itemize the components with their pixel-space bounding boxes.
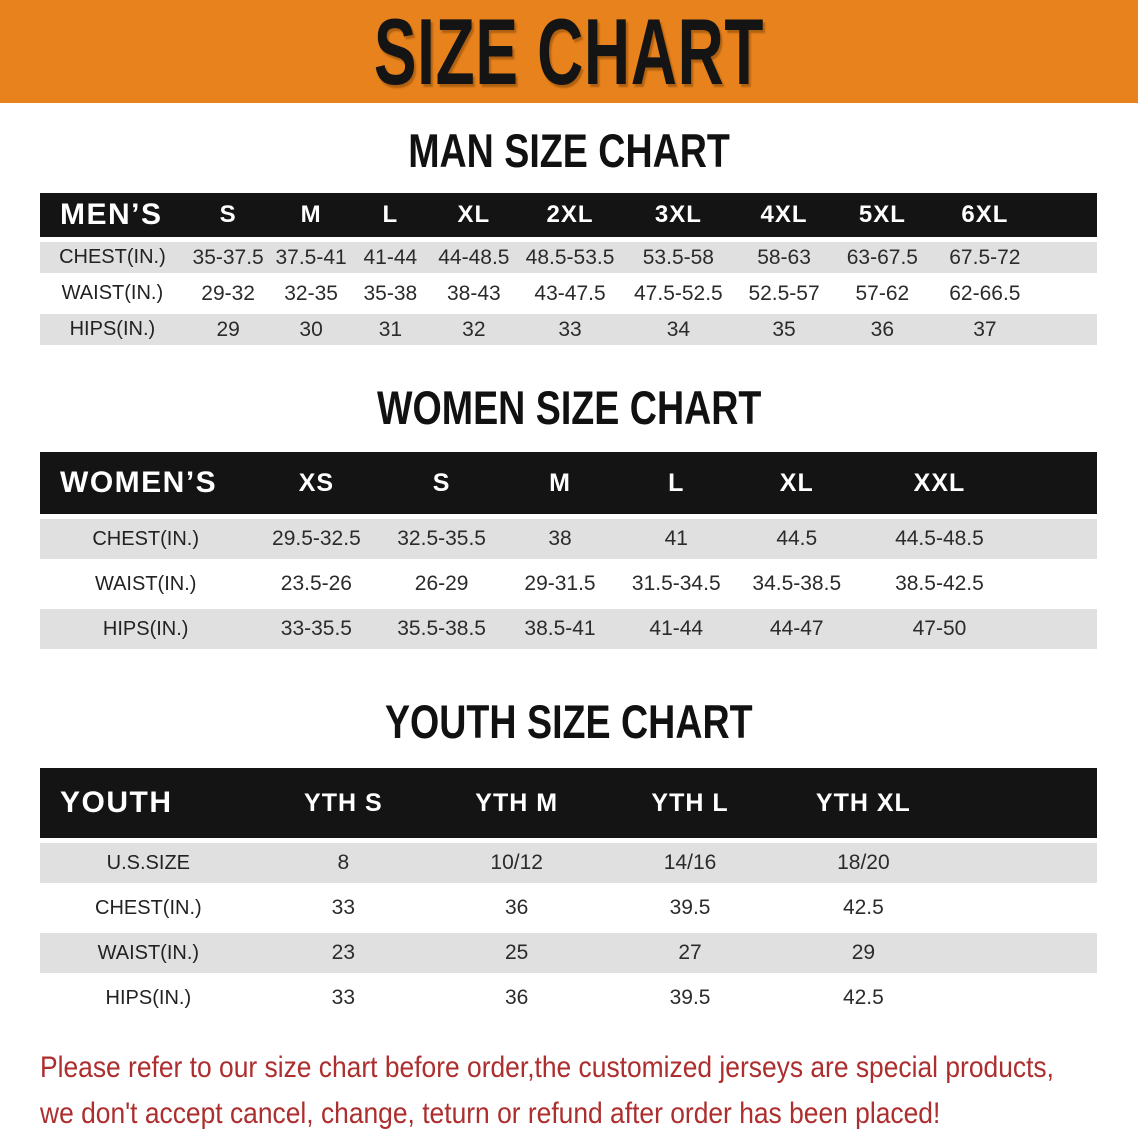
row-filler-cell bbox=[950, 933, 1097, 973]
youth-size-table bbox=[40, 763, 1097, 1023]
table-row bbox=[40, 978, 1097, 1018]
cell: 53.5-58 bbox=[622, 242, 734, 273]
cell: 44-48.5 bbox=[430, 242, 518, 273]
cell: 52.5-57 bbox=[748, 281, 820, 305]
row-label: U.S.SIZE bbox=[40, 843, 257, 883]
banner bbox=[0, 0, 1138, 103]
cell: 30 bbox=[271, 314, 350, 345]
women-size-table bbox=[40, 447, 1097, 654]
row-filler-cell bbox=[1039, 278, 1097, 309]
column-header: S bbox=[185, 193, 272, 237]
cell: 33 bbox=[331, 896, 356, 919]
cell: 26-29 bbox=[414, 572, 469, 595]
notice-line-2: we don't accept cancel, change, teturn or refund after order has been placed! bbox=[40, 1097, 941, 1130]
cell: 34 bbox=[622, 314, 734, 345]
column-header: XL bbox=[430, 193, 518, 237]
cell: 42.5 bbox=[842, 896, 884, 919]
column-header: 4XL bbox=[734, 193, 833, 237]
women-section-heading-text: WOMEN SIZE CHART bbox=[376, 381, 762, 434]
table-row bbox=[40, 314, 1097, 345]
cell: 47-50 bbox=[859, 609, 1020, 649]
cell: 18/20 bbox=[777, 843, 950, 883]
row-label: CHEST(IN.) bbox=[40, 242, 185, 273]
row-label: HIPS(IN.) bbox=[40, 314, 185, 345]
row-label: CHEST(IN.) bbox=[40, 519, 251, 559]
cell: 41 bbox=[618, 519, 734, 559]
man-size-chart-section bbox=[0, 124, 1138, 350]
cell: 62-66.5 bbox=[949, 281, 1021, 305]
table-header-row bbox=[40, 768, 1097, 838]
cell: 47.5-52.5 bbox=[634, 281, 723, 305]
column-header: YTH L bbox=[603, 768, 776, 838]
cell: 32 bbox=[430, 314, 518, 345]
man-section-heading bbox=[0, 124, 1138, 177]
table-row bbox=[40, 242, 1097, 273]
page-title: SIZE CHART bbox=[373, 0, 765, 104]
cell: 63-67.5 bbox=[834, 242, 931, 273]
cell: 32.5-35.5 bbox=[381, 519, 501, 559]
cell: 8 bbox=[257, 843, 430, 883]
column-header: 5XL bbox=[834, 193, 931, 237]
row-filler-cell bbox=[1020, 609, 1097, 649]
column-header: 3XL bbox=[622, 193, 734, 237]
row-filler-cell bbox=[1039, 242, 1097, 273]
cell: 44.5 bbox=[734, 519, 859, 559]
cell: 38.5-42.5 bbox=[895, 572, 984, 595]
table-row bbox=[40, 519, 1097, 559]
row-label: HIPS(IN.) bbox=[105, 986, 192, 1009]
youth-section-heading-text: YOUTH SIZE CHART bbox=[385, 695, 753, 748]
column-header: YTH XL bbox=[777, 768, 950, 838]
women-size-chart-section bbox=[0, 381, 1138, 654]
cell: 41-44 bbox=[618, 609, 734, 649]
column-header: XS bbox=[251, 452, 381, 514]
cell: 38.5-41 bbox=[502, 609, 618, 649]
column-header: YTH M bbox=[430, 768, 603, 838]
cell: 29 bbox=[777, 933, 950, 973]
cell: 38-43 bbox=[447, 281, 501, 305]
order-notice bbox=[40, 1045, 1138, 1137]
column-header: XXL bbox=[859, 452, 1020, 514]
column-header: 6XL bbox=[931, 193, 1039, 237]
row-filler-cell bbox=[1020, 564, 1097, 604]
cell: 23 bbox=[257, 933, 430, 973]
cell: 44-47 bbox=[734, 609, 859, 649]
cell: 33 bbox=[518, 314, 623, 345]
cell: 35-38 bbox=[363, 281, 418, 305]
cell: 57-62 bbox=[855, 281, 910, 305]
cell: 29-32 bbox=[201, 281, 255, 305]
cell: 44.5-48.5 bbox=[859, 519, 1020, 559]
row-label: WAIST(IN.) bbox=[40, 933, 257, 973]
men-size-table bbox=[40, 188, 1097, 350]
cell: 36 bbox=[505, 986, 529, 1009]
table-title-cell: MEN’S bbox=[40, 193, 185, 237]
table-row bbox=[40, 843, 1097, 883]
youth-section-heading bbox=[0, 695, 1138, 748]
column-header: XL bbox=[734, 452, 859, 514]
cell: 35.5-38.5 bbox=[381, 609, 501, 649]
row-filler-cell bbox=[1039, 314, 1097, 345]
cell: 23.5-26 bbox=[280, 572, 352, 595]
youth-size-chart-section bbox=[0, 695, 1138, 1023]
header-filler-cell bbox=[1039, 193, 1097, 237]
column-header: 2XL bbox=[518, 193, 623, 237]
cell: 43-47.5 bbox=[534, 281, 606, 305]
table-row bbox=[40, 609, 1097, 649]
cell: 29-31.5 bbox=[524, 572, 596, 595]
row-filler-cell bbox=[950, 843, 1097, 883]
cell: 10/12 bbox=[430, 843, 603, 883]
row-label: WAIST(IN.) bbox=[61, 282, 164, 304]
women-section-heading bbox=[0, 381, 1138, 434]
cell: 41-44 bbox=[351, 242, 430, 273]
row-filler-cell bbox=[950, 978, 1097, 1018]
column-header: YTH S bbox=[257, 768, 430, 838]
cell: 29 bbox=[185, 314, 272, 345]
cell: 38 bbox=[502, 519, 618, 559]
table-row bbox=[40, 933, 1097, 973]
cell: 27 bbox=[603, 933, 776, 973]
cell: 58-63 bbox=[734, 242, 833, 273]
cell: 36 bbox=[834, 314, 931, 345]
table-row bbox=[40, 564, 1097, 604]
row-label: WAIST(IN.) bbox=[94, 572, 197, 595]
column-header: M bbox=[502, 452, 618, 514]
table-row bbox=[40, 278, 1097, 309]
column-header: L bbox=[351, 193, 430, 237]
cell: 32-35 bbox=[284, 281, 338, 305]
cell: 36 bbox=[505, 896, 529, 919]
table-header-row bbox=[40, 452, 1097, 514]
notice-line-1: Please refer to our size chart before order,the customized jerseys are special products, bbox=[40, 1051, 1054, 1084]
column-header: L bbox=[618, 452, 734, 514]
row-label: CHEST(IN.) bbox=[95, 896, 202, 919]
table-row bbox=[40, 888, 1097, 928]
cell: 37 bbox=[931, 314, 1039, 345]
cell: 39.5 bbox=[669, 896, 711, 919]
table-title-cell: YOUTH bbox=[40, 768, 257, 838]
row-filler-cell bbox=[1020, 519, 1097, 559]
table-title-cell: WOMEN’S bbox=[40, 452, 251, 514]
table-header-row bbox=[40, 193, 1097, 237]
row-label: HIPS(IN.) bbox=[40, 609, 251, 649]
cell: 37.5-41 bbox=[271, 242, 350, 273]
header-filler-cell bbox=[1020, 452, 1097, 514]
cell: 35-37.5 bbox=[185, 242, 272, 273]
column-header: M bbox=[271, 193, 350, 237]
cell: 39.5 bbox=[669, 986, 711, 1009]
cell: 35 bbox=[734, 314, 833, 345]
column-header: S bbox=[381, 452, 501, 514]
cell: 67.5-72 bbox=[931, 242, 1039, 273]
man-section-heading-text: MAN SIZE CHART bbox=[408, 124, 730, 177]
cell: 33-35.5 bbox=[251, 609, 381, 649]
cell: 48.5-53.5 bbox=[518, 242, 623, 273]
cell: 31.5-34.5 bbox=[631, 572, 721, 595]
cell: 33 bbox=[331, 986, 356, 1009]
cell: 14/16 bbox=[603, 843, 776, 883]
cell: 42.5 bbox=[842, 986, 884, 1009]
cell: 25 bbox=[430, 933, 603, 973]
cell: 31 bbox=[351, 314, 430, 345]
cell: 29.5-32.5 bbox=[251, 519, 381, 559]
row-filler-cell bbox=[950, 888, 1097, 928]
header-filler-cell bbox=[950, 768, 1097, 838]
cell: 34.5-38.5 bbox=[752, 572, 842, 595]
